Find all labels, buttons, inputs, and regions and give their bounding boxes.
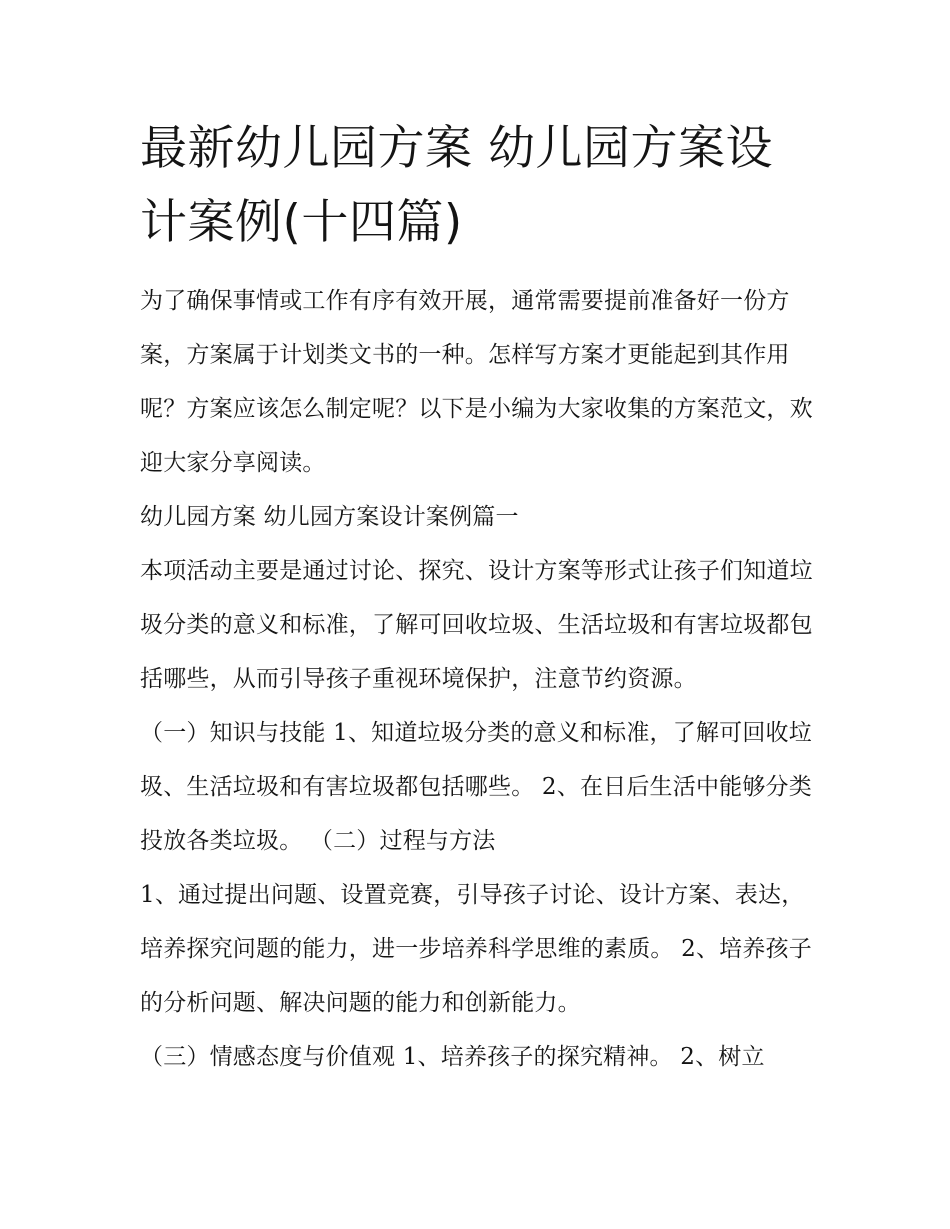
intro-paragraph: 为了确保事情或工作有序有效开展，通常需要提前准备好一份方案，方案属于计划类文书的一种。怎样写方案才更能起到其作用呢？方案应该怎么制定呢？以下是小编为大家收集的方案范文，欢迎大家分享阅读。 <box>140 288 813 476</box>
goal-knowledge-paragraph: （一）知识与技能 1、知道垃圾分类的意义和标准，了解可回收垃圾、生活垃圾和有害垃圾都包括哪些。 2、在日后生活中能够分类投放各类垃圾。 （二）过程与方法 <box>140 720 812 854</box>
goal-attitude-paragraph: （三）情感态度与价值观 1、培养孩子的探究精神。 2、树立 <box>140 1044 765 1070</box>
goal-process-paragraph: 1、通过提出问题、设置竞赛，引导孩子讨论、设计方案、表达，培养探究问题的能力，进一步培养科学思维的素质。 2、培养孩子的分析问题、解决问题的能力和创新能力。 <box>140 882 812 1016</box>
document-page <box>140 112 820 1084</box>
document-title: 最新幼儿园方案 幼儿园方案设计案例(十四篇) <box>140 121 773 250</box>
activity-paragraph: 本项活动主要是通过讨论、探究、设计方案等形式让孩子们知道垃圾分类的意义和标准，了解可回收垃圾、生活垃圾和有害垃圾都包括哪些，从而引导孩子重视环境保护，注意节约资源。 <box>140 558 813 692</box>
section-heading: 幼儿园方案 幼儿园方案设计案例篇一 <box>140 504 519 530</box>
